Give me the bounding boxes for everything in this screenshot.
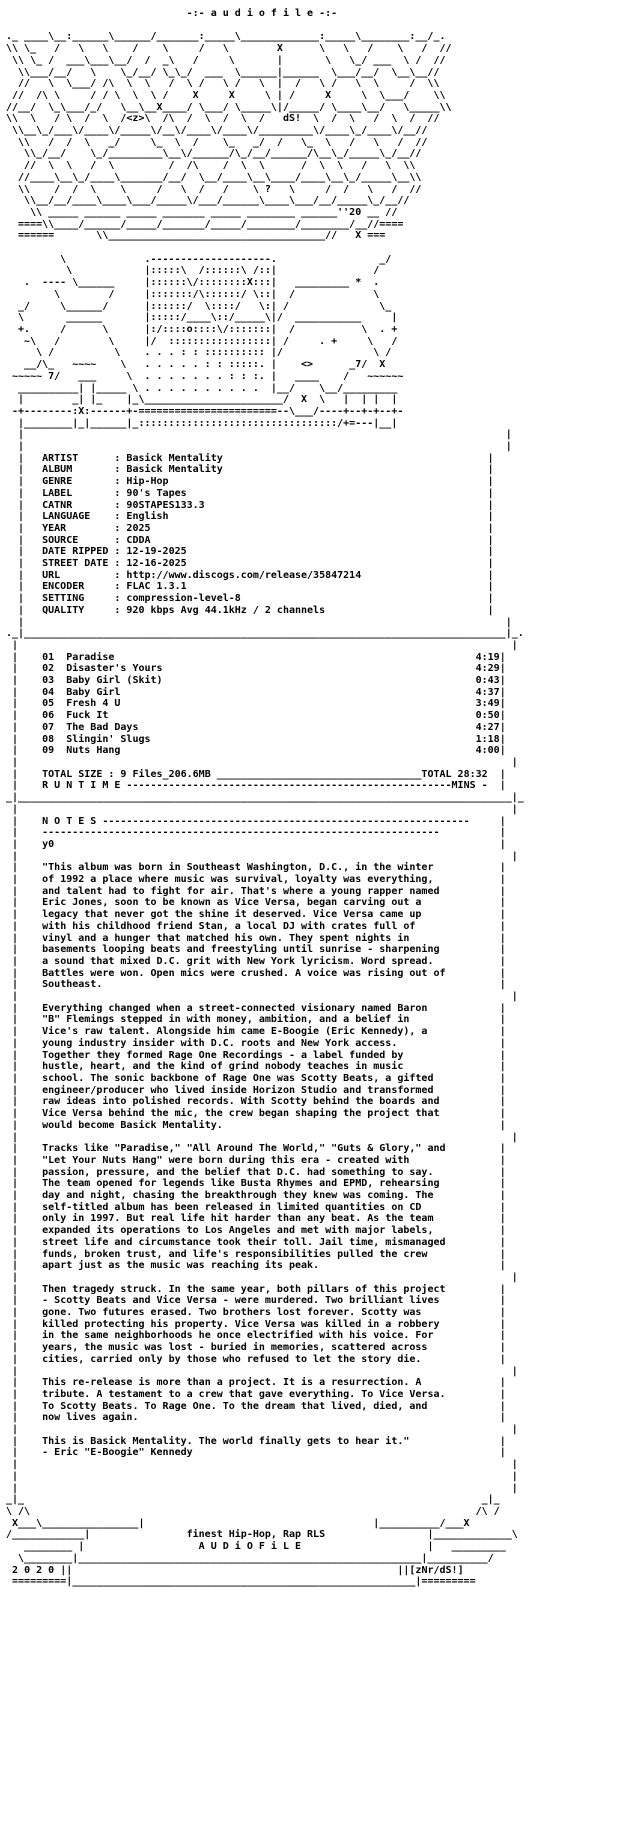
notes-paragraph-1: raw ideas into polished records. With Scotty behind the boards and xyxy=(30,1096,500,1108)
info-key-10: URL xyxy=(42,569,115,581)
notes-paragraph-3: cities, carried only by those who refused to let the story die. xyxy=(30,1353,500,1365)
track-row-5: 06 Fuck It 0:50 xyxy=(30,710,500,722)
ascii-logo-art: ._ ____\__:______\______/_______:_____\_____________:_____\________:__/_. \\ \_ / \ \ / \ / \ X \ \ / \ / // \\ \_ / ___\___\__/ / _\ / \ | \ \_/ ___ \ / // \\___/__/ \ \_/__/ \_\_/ ___ \______|______ \___/__/ \__\__// // \ \___/ /\ \ \ / \ / \ / \ | / \ / \ \ / \\ // /\ \ / / \ \ \ / X X \ | / X \ \___/ \\ //__/ \_\___/_/ \__\__X____/ \___/ \_____\|/_____/ \____\__/ \_____\\ \\ \ / \ / \ /<z>\ /\ / \ / \ / dS! \ / \ / \ / // \\__\_/___\/____\/_____\/__\/____\/____\/_________\/____\_/____\/__// \\ / / \ _/ \_ \ / \_ _/ / \_ \ / \ / // \\_/__/ \_/_________\__\/______/\_/__/______/\__\_/_____\_/__// // \ \ / \ / /\ / \ \ / \ \ / \ \\ //____\__\_/____\_______/__/ \__/____\__\____/____\__\_/_____\__\\ \\ / / \ \ / \ / / \ ? \ / / \ / // \\__/__/____\____\___/_____\/___/______\____\___/__/_____\_/__// \\ _____ ______ _____ _______ _____ ________ ______''20 __ // ====\\____/______/_____/_______/_____/________/________/__//==== ====== \\____________________________________// X === xyxy=(6,31,452,242)
info-value-3: 90's Tapes xyxy=(126,487,488,499)
notes-paragraph-0: Battles were won. Open mics were crushed. A voice was rising out of xyxy=(30,967,500,979)
notes-paragraph-3: in the same neighborhoods he once electrified with his voice. For xyxy=(30,1330,500,1342)
notes-paragraph-1: hustle, heart, and the kind of grind nobody teaches in music xyxy=(30,1061,500,1073)
notes-heading: N O T E S ------------------------------------------------------------- xyxy=(30,815,500,827)
notes-paragraph-3: gone. Two futures erased. Two brothers lost forever. Scotty was xyxy=(30,1307,500,1319)
info-value-5: English xyxy=(126,511,488,523)
box-border: | | xyxy=(6,616,512,628)
notes-paragraph-0: Southeast. xyxy=(30,979,500,991)
info-key-11: ENCODER xyxy=(42,581,115,593)
header-title: -:- a u d i o f i l e -:- xyxy=(6,8,524,19)
notes-paragraph-2: apart just as the music was reaching its peak. xyxy=(30,1260,500,1272)
notes-paragraph-2: The team opened for legends like Busta Rhymes and EPMD, rehearsing xyxy=(30,1178,500,1190)
info-key-3: LABEL xyxy=(42,487,115,499)
box-border: | | xyxy=(6,803,518,815)
notes-paragraph-1: would become Basick Mentality. xyxy=(30,1119,500,1131)
notes-paragraph-4: This re-release is more than a project. It is a resurrection. A xyxy=(30,1377,500,1389)
track-row-0: 01 Paradise 4:19 xyxy=(30,651,500,663)
notes-paragraph-0: a sound that mixed D.C. grit with New York lyricism. Word spread. xyxy=(30,955,500,967)
notes-paragraph-2: expanded its operations to Los Angeles and met with major labels, xyxy=(30,1225,500,1237)
track-row-1: 02 Disaster's Yours 4:29 xyxy=(30,663,500,675)
notes-paragraph-2: street life and circumstance took their toll. Jail time, mismanaged xyxy=(30,1236,500,1248)
track-row-8: 09 Nuts Hang 4:00 xyxy=(30,745,500,757)
box-divider: ._|________________________________________________________________________________|_. xyxy=(6,628,524,640)
info-value-1: Basick Mentality xyxy=(126,464,488,476)
track-row-3: 04 Baby Girl 4:37 xyxy=(30,686,500,698)
notes-paragraph-0: Eric Jones, soon to be known as Vice Versa, began carving out a xyxy=(30,897,500,909)
box-border: | | xyxy=(6,639,518,651)
box-border: | | xyxy=(6,429,512,441)
info-key-13: QUALITY xyxy=(42,604,115,616)
info-value-0: Basick Mentality xyxy=(126,452,488,464)
info-value-2: Hip-Hop xyxy=(126,476,488,488)
notes-paragraph-1: school. The sonic backbone of Rage One was Scotty Beats, a gifted xyxy=(30,1072,500,1084)
notes-paragraph-3: killed protecting his property. Vice Versa was killed in a robbery xyxy=(30,1318,500,1330)
notes-paragraph-3: - Scotty Beats and Vice Versa - were murdered. Two brilliant lives xyxy=(30,1295,500,1307)
notes-paragraph-0: basements looping beats and freestyling until sunrise - sharpening xyxy=(30,944,500,956)
notes-paragraph-0: and talent had to fight for air. That's where a young rapper named xyxy=(30,885,500,897)
info-key-4: CATNR xyxy=(42,499,115,511)
notes-paragraph-1: young industry insider with D.C. roots and New York access. xyxy=(30,1037,500,1049)
notes-paragraph-2: day and night, chasing the breakthrough they knew was coming. The xyxy=(30,1190,500,1202)
notes-paragraph-0: of 1992 a place where music was survival, loyalty was everything, xyxy=(30,874,500,886)
notes-paragraph-0: vinyl and a hunger that matched his own. They spent nights in xyxy=(30,932,500,944)
notes-paragraph-2: passion, pressure, and the belief that D.C. had something to say. xyxy=(30,1166,500,1178)
track-row-6: 07 The Bad Days 4:27 xyxy=(30,721,500,733)
info-key-8: DATE RIPPED xyxy=(42,546,115,558)
track-row-2: 03 Baby Girl (Skit) 0:43 xyxy=(30,675,500,687)
info-key-2: GENRE xyxy=(42,476,115,488)
footer-art: \________|_________________________________________________________|__________/ xyxy=(6,1552,494,1564)
track-row-7: 08 Slingin' Slugs 1:18 xyxy=(30,733,500,745)
info-value-8: 12-19-2025 xyxy=(126,546,488,558)
notes-paragraph-1: Vice's raw talent. Alongside him came E-Boogie (Eric Kennedy), a xyxy=(30,1026,500,1038)
footer-art: \ /\ /\ / xyxy=(6,1506,500,1517)
info-value-13: 920 kbps Avg 44.1kHz / 2 channels xyxy=(126,604,488,616)
footer-art: =========|_________________________________________________________|========= xyxy=(6,1576,476,1588)
info-value-10: http://www.discogs.com/release/35847214 xyxy=(126,569,488,581)
footer-tag: [zNr/dS!] xyxy=(409,1564,464,1576)
notes-paragraph-2: only in 1997. But real life hit harder than any beat. As the team xyxy=(30,1213,500,1225)
footer-line2: A U D i O F i L E xyxy=(90,1541,416,1553)
notes-paragraph-5: This is Basick Mentality. The world finally gets to hear it." xyxy=(30,1435,500,1447)
notes-paragraph-1: Everything changed when a street-connected visionary named Baron xyxy=(30,1002,500,1014)
info-key-7: SOURCE xyxy=(42,534,115,546)
info-value-4: 90STAPES133.3 xyxy=(126,499,488,511)
notes-paragraph-5: - Eric "E-Boogie" Kennedy xyxy=(30,1447,500,1459)
totals-size-line: TOTAL SIZE : 9 Files_206.6MB __________________________________TOTAL 28:32 xyxy=(30,768,500,780)
info-value-12: compression-level-8 xyxy=(126,593,488,605)
totals-runtime-line: R U N T I M E ------------------------------------------------------MINS - xyxy=(30,780,500,792)
notes-paragraph-0: legacy that never got the shine it deserved. Vice Versa came up xyxy=(30,909,500,921)
notes-paragraph-2: "Let Your Nuts Hang" were born during this era - created with xyxy=(30,1154,500,1166)
notes-paragraph-1: engineer/producer who lived inside Horizon Studio and transformed xyxy=(30,1084,500,1096)
info-key-6: YEAR xyxy=(42,522,115,534)
notes-paragraph-2: self-titled album has been released in limited quantities on CD xyxy=(30,1201,500,1213)
footer-art: X___\________________| |__________/___X xyxy=(6,1517,470,1529)
info-value-9: 12-16-2025 xyxy=(126,558,488,570)
footer-year: 2 0 2 0 xyxy=(12,1564,55,1576)
footer-art: _|_ _|_ xyxy=(6,1494,500,1506)
notes-paragraph-3: years, the music was lost - buried in memories, scattered across xyxy=(30,1342,500,1354)
info-key-1: ALBUM xyxy=(42,464,115,476)
notes-greeting: y0 xyxy=(30,838,500,850)
info-key-5: LANGUAGE xyxy=(42,511,115,523)
ascii-scene-art: \ .--------------------. _/ \ |:::::\ /::::::\ /::| / . ---- \______ |::::::\/::::::::X:::| _________ * . \ / |:::::::/\::::::/ \::| / \ _/ \______/ |::::::/ \::::/ \:| / \_ \ ______ |:::::/____\::/_____\|/ ___________ | +. / \ |:/::::o::::\/:::::::| / \ . + ~\ / \ |/ :::::::::::::::::| / . + \ / \ / \ . . . : : :::::::::: |/ \ / __/\_ ~~~~ \ . . . . . : : :::::. | <> _7/ X ~~~~~ 7/ ___ \ . . . . . . . : : :. | ____ / ~~~~~~ __________| |_____ \ . . . . . . . . . . |__/ \__/_________ | _| |_ |_\_______________________/ X \ | | | | -+--------:X:------+-=======================--\___/----+--+-+--+- |________|_|______|_:::::::::::::::::::::::::::::::::/+=---|__| xyxy=(12,253,404,429)
info-key-9: STREET DATE xyxy=(42,558,115,570)
notes-paragraph-4: now lives again. xyxy=(30,1412,500,1424)
box-divider: _|__________________________________________________________________________________|_ xyxy=(6,792,524,804)
info-key-0: ARTIST xyxy=(42,452,115,464)
notes-paragraph-2: funds, broken trust, and life's responsibilities pulled the crew xyxy=(30,1248,500,1260)
notes-paragraph-0: with his childhood friend Stan, a local DJ with crates full of xyxy=(30,920,500,932)
box-border: | | xyxy=(6,441,512,453)
info-value-11: FLAC 1.3.1 xyxy=(126,581,488,593)
notes-paragraph-4: tribute. A testament to a crew that gave everything. To Vice Versa. xyxy=(30,1388,500,1400)
notes-paragraph-0: "This album was born in Southeast Washington, D.C., in the winter xyxy=(30,862,500,874)
box-border: | | xyxy=(6,757,518,768)
footer-line1: finest Hip-Hop, Rap RLS xyxy=(96,1529,422,1541)
info-key-12: SETTING xyxy=(42,593,115,605)
notes-paragraph-1: "B" Flemings stepped in with money, ambition, and a belief in xyxy=(30,1014,500,1026)
info-value-7: CDDA xyxy=(126,534,488,546)
notes-paragraph-3: Then tragedy struck. In the same year, both pillars of this project xyxy=(30,1283,500,1295)
notes-paragraph-2: Tracks like "Paradise," "All Around The World," "Guts & Glory," and xyxy=(30,1143,500,1155)
track-row-4: 05 Fresh 4 U 3:49 xyxy=(30,698,500,710)
notes-paragraph-1: Vice Versa behind the mic, the crew began shaping the project that xyxy=(30,1108,500,1120)
info-value-6: 2025 xyxy=(126,522,488,534)
notes-paragraph-4: To Scotty Beats. To Rage One. To the dream that lived, died, and xyxy=(30,1400,500,1412)
nfo-text: -:- a u d i o f i l e -:- ._ ____\__:______\______/_______:_____\_____________:_____\________:__/_. \\ \_ / \ \ / \ / \ X \ \ / \ / // \\ \_ / ___\___\__/ / _\ / \ | \ \_/ ___ \ / // \\___/__/ \ \_/__/ \_\_/ ___ \______|______ \___/__/ \__\__// // \ \___/ /\ \ \ / \ / \ / \ | / \ / \ \ / \\ // /\ \ / / \ \ \ / X X \ | / X \ \___/ \\ //__/ \_\___/_/ \__\__X____/ \___/ \_____\|/_____/ \____\__/ \_____\\ \\ \ / \ / \ /<z>\ /\ / \ / \ / dS! \ / \ / \ / // \\__\_/___\/____\/_____\/__\/____\/____\/_________\/____\_/____\/__// \\ / / \ _/ \_ \ / \_ _/ / \_ \ / \ / // \\_/__/ \_/_________\__\/______/\_/__/______/\__\_/_____\_/__// // \ \ / \ / /\ / \ \ / \ \ / \ \\ //____\__\_/____\_______/__/ \__/____\__\____/____\__\_/_____\__\\ \\ / / \ \ / \ / / \ ? \ / / \ / // \\__/__/____\____\___/_____\/___/______\____\___/__/_____\_/__// \\ _____ ______ _____ _______ _____ ________ ______''20 __ // ====\\____/______/_____/_______/_____/________/________/__//==== ====== \\____________________________________// X === \ .--------------------. _/ \ |:::::\ /::::::\ /::| / . ---- \______ |::::::\/::::::::X:::| _________ * . \ / |:::::::/\::::::/ \::| / \ _/ \______/ |::::::/ \::::/ \:| / \_ \ ______ |:::::/____\::/_____\|/ ___________ | +. / \ |:/::::o::::\/:::::::| / \ . + ~\ / \ |/ :::::::::::::::::| / . + \ / \ / \ . . . : : :::::::::: |/ \ / __/\_ ~~~~ \ . . . . . : : :::::. | <> _7/ X ~~~~~ 7/ ___ \ . . . . . . . : : :. | ____ / ~~~~~~ __________| |_____ \ . . . . . . . . . . |__/ \__/_________ | _| |_ |_\_______________________/ X \ | | | | -+--------:X:------+-=======================--\___/----+--+-+--+- |________|_|______|_:::::::::::::::::::::::::::::::::/+=---|__| | | | | | ARTIST : Basick Mentality | | ALBUM : Basick Mentality | | GENRE : Hip-Hop | | LABEL : 90's Tapes | | CATNR : 90STAPES133.3 | | LANGUAGE : English | | YEAR : 2025 | | SOURCE : CDDA | | DATE RIPPED : 12-19-2025 | | STREET DATE : 12-16-2025 | | URL : http://www.discogs.com/release/35847214 | | ENCODER : FLAC 1.3.1 | | SETTING : compression-level-8 | | QUALITY : 920 kbps Avg 44.1kHz / 2 channels | | | ._|________________________________________________________________________________|_. | | | 01 Paradise 4:19| | 02 Disaster's Yours 4:29| | 03 Baby Girl (Skit) 0:43| | 04 Baby Girl 4:37| | 05 Fresh 4 U 3:49| | 06 Fuck It 0:50| | 07 The Bad Days 4:27| | 08 Slingin' Slugs 1:18| | 09 Nuts Hang 4:00| | | | TOTAL SIZE : 9 Files_206.6MB __________________________________TOTAL 28:32 | | R U N T I M E ------------------------------------------------------MINS - | _|__________________________________________________________________________________|_ | | | N O T E S ------------------------------------------------------------- | | ------------------------------------------------------------------ | | y0 | | | | "This album was born in Southeast Washington, D.C., in the winter | | of 1992 a place where music was survival, loyalty was everything, | | and talent had to fight for air. That's where a young rapper named | | Eric Jones, soon to be known as Vice Versa, began carving out a | | legacy that never got the shine it deserved. Vice Versa came up | | with his childhood friend Stan, a local DJ with crates full of | | vinyl and a hunger that matched his own. They spent nights in | | basements looping beats and freestyling until sunrise - sharpening | | a sound that mixed D.C. grit with New York lyricism. Word spread. | | Battles were won. Open mics were crushed. A voice was rising out of | | Southeast. | | | | Everything changed when a street-connected visionary named Baron | | "B" Flemings stepped in with money, ambition, and a belief in | | Vice's raw talent. Alongside him came E-Boogie (Eric Kennedy), a | | young industry insider with D.C. roots and New York access. | | Together they formed Rage One Recordings - a label funded by | | hustle, heart, and the kind of grind nobody teaches in music | | school. The sonic backbone of Rage One was Scotty Beats, a gifted | | engineer/producer who lived inside Horizon Studio and transformed | | raw ideas into polished records. With Scotty behind the boards and | | Vice Versa behind the mic, the crew began shaping the project that | | would become Basick Mentality. | | | | Tracks like "Paradise," "All Around The World," "Guts & Glory," and | | "Let Your Nuts Hang" were born during this era - created with | | passion, pressure, and the belief that D.C. had something to say. | | The team opened for legends like Busta Rhymes and EPMD, rehearsing | | day and night, chasing the breakthrough they knew was coming. The | | self-titled album has been released in limited quantities on CD | | only in 1997. But real life hit harder than any beat. As the team | | expanded its operations to Los Angeles and met with major labels, | | street life and circumstance took their toll. Jail time, mismanaged | | funds, broken trust, and life's responsibilities pulled the crew | | apart just as the music was reaching its peak. | | | | Then tragedy struck. In the same year, both pillars of this project | | - Scotty Beats and Vice Versa - were murdered. Two brilliant lives | | gone. Two futures erased. Two brothers lost forever. Scotty was | | killed protecting his property. Vice Versa was killed in a robbery | | in the same neighborhoods he once electrified with his voice. For | | years, the music was lost - buried in memories, scattered across | | cities, carried only by those who refused to let the story die. | | | | This re-release is more than a project. It is a resurrection. A | | tribute. A testament to a crew that gave everything. To Vice Versa. | | To Scotty Beats. To Rage One. To the dream that lived, died, and | | now lives again. | | | | This is Basick Mentality. The world finally gets to hear it." | | - Eric "E-Boogie" Kennedy | | | | | | | _|_ _|_ \ /\ /\ / X___\________________| |__________/___X /____________| finest Hip-Hop, Rap RLS |_____________\ ________ | A U D i O F i L E | _________ \________|_________________________________________________________|__________/ 2 0 2 0 || ||[zNr/dS!] =========|_________________________________________________________|========= xyxy=(6,8,524,1588)
notes-paragraph-1: Together they formed Rage One Recordings - a label funded by xyxy=(30,1049,500,1061)
notes-rule: ------------------------------------------------------------------ xyxy=(30,827,500,839)
